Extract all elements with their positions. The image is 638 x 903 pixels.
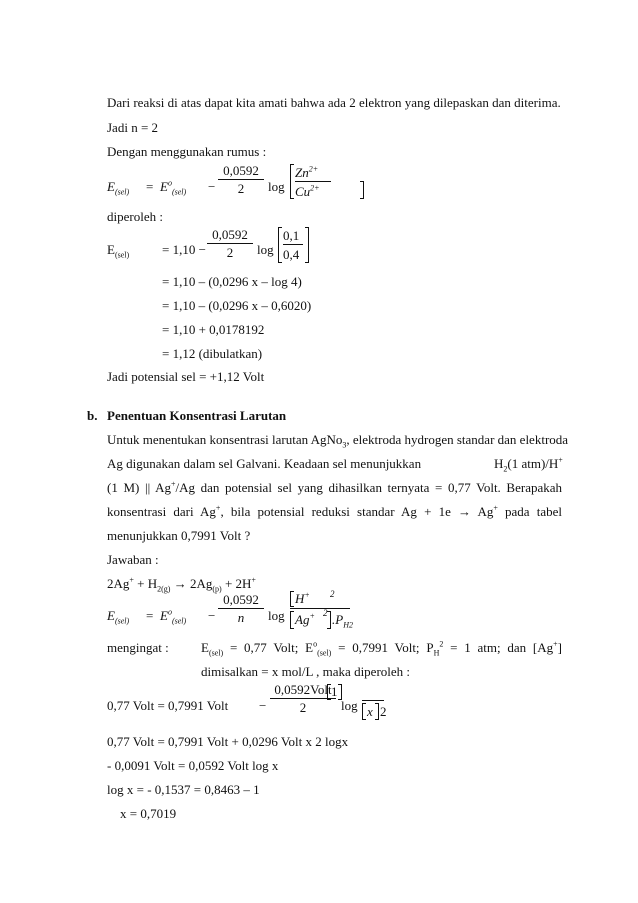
calc-start: = 1,10 − [162, 242, 206, 257]
calc-step-4: = 1,12 (dibulatkan) [162, 346, 263, 361]
calc-fraction [207, 228, 253, 259]
intro-line-2: Jadi n = 2 [107, 120, 159, 135]
calc-step-1: = 1,10 – (0,0296 x – log 4) [162, 274, 302, 289]
intro-line-3: Dengan menggunakan rumus : [107, 144, 267, 159]
calc-ratio-bottom: 0,4 [283, 247, 300, 262]
copper-charge: 2+ [310, 183, 320, 193]
hydrogen-pressure: .P [332, 612, 344, 627]
paragraph-line-4: konsentrasi dari Ag+, bila potensial reduksi standar Ag + 1e → Ag+ pada tabel [107, 503, 562, 519]
calc-left-bracket [278, 227, 282, 263]
right-bracket [360, 181, 364, 199]
fraction-2-denominator: n [237, 610, 245, 625]
e-standard-symbol: E [160, 179, 168, 194]
top-exponent: 2 [330, 589, 335, 599]
calc-conclusion: Jadi potensial sel = +1,12 Volt [107, 369, 265, 384]
paragraph-line-2: Ag digunakan dalam sel Galvani. Keadaan sel menunjukkan [107, 456, 422, 471]
calc-ratio-top: 0,1 [283, 228, 300, 243]
fraction-2 [218, 593, 264, 624]
copper-ion: Cu [295, 184, 311, 199]
calc-fraction-denominator: 2 [226, 245, 234, 260]
given-values-line-2: dimisalkan = x mol/L , maka diperoleh : [201, 664, 411, 679]
paragraph-line-3: (1 M) || Ag+/Ag dan potensial sel yang dihasilkan ternyata = 0,77 Volt. Berapakah [107, 479, 563, 495]
section-marker: b. [87, 408, 98, 423]
jawaban-label: Jawaban : [107, 552, 159, 567]
e-symbol: E [107, 179, 115, 194]
paragraph-line-1: Untuk menentukan konsentrasi larutan AgNo$_3$, elektroda hydrogen standar dan elektroda [107, 432, 569, 450]
zinc-charge: 2+ [308, 164, 319, 174]
equals-sign: = [146, 179, 154, 194]
intro-line-1: Dari reaksi di atas dapat kita amati bahwa ada 2 elektron yang dilepaskan dan diterima. [107, 95, 561, 110]
section-title: Penentuan Konsentrasi Larutan [107, 408, 287, 423]
silver-ion: Ag [295, 612, 310, 627]
eq3-ratio-bar [362, 700, 384, 701]
calc-ratio-bar [283, 244, 303, 245]
bottom-right-bracket [327, 611, 331, 629]
fraction-1-numerator: 0,0592 [223, 163, 259, 178]
document-page: Dari reaksi di atas dapat kita amati bahwa ada 2 elektron yang dilepaskan dan diterima. Jadi n = 2 Dengan menggunakan rumus : $E_{(sel)}$ = $E^o_{(sel)}$ − 0,0592 2 log $Zn^{2+}$ $Cu^{2+}$ diperoleh : $E_{(sel)}$ = 1,10 − 0,0592 2 log 0,1 0,4 = 1,10 – (0,0296 x – log 4) = 1,10 – (0,0296 x – 0,6020) = 1,10 + 0,0178192 = 1,12 (dibulatkan) Jadi potensial sel = +1,12 Volt b. Penentuan Konsentrasi Larutan Untuk menentukan konsentrasi larutan AgNo$_3$, elektroda hydrogen standar dan elektroda Ag digunakan dalam sel Galvani. Keadaan sel menunjukkan $H_2(1$ atm)/H+ (1 M) || Ag+/Ag dan potensial sel yang dihasilkan ternyata = 0,77 Volt. Berapakah konsentrasi dari Ag+, bila potensial reduksi standar Ag + 1e → Ag+ pada tabel menunjukkan 0,7991 Volt ? Jawaban : $2Ag^+ + H_{2(g)} \to 2Ag_{(p)} + 2H^+$ $E_{(sel)}$ = $E^o_{(sel)}$ − 0,0592 n log H+ 2 Ag+ 2 $.P_{H2}$ mengingat : $E_{(sel)} = 0,77$ Volt; $E^o_{(sel)} = 0,7991$ Volt; $P_H^2 = 1$ atm; dan [Ag+] dimisalkan = x mol/L , maka diperoleh : 0,77 Volt = 0,7991 Volt − 0,0592Volt 2 log 1 x 2 0,77 Volt = 0,7991 Volt + 0,0296 Volt x 2 logx - 0,0091 Volt = 0,0592 Volt log x log x = - 0,1537 = 0,8463 – 1 x = 0,7019 [87, 95, 569, 821]
sel-subscript: (sel) [114, 187, 130, 197]
calc-log-operator: log [257, 242, 274, 257]
calc-fraction-numerator: 0,0592 [212, 227, 248, 242]
eq3-bottom-left-bracket [362, 703, 366, 720]
eq3-denominator: 2 [299, 700, 307, 715]
zinc-ion: Zn [295, 165, 309, 180]
calc-e-subscript: (sel) [114, 250, 130, 260]
eq3-minus: − [259, 698, 267, 713]
final-line-4: x = 0,7019 [120, 806, 177, 821]
calc-step-2: = 1,10 – (0,0296 x – 0,6020) [162, 298, 312, 313]
ratio-bar-2 [290, 608, 350, 609]
hydrogen-ion: H [295, 591, 305, 606]
eq3-top: 1 [331, 684, 338, 699]
bottom-left-bracket [290, 611, 294, 629]
eq3-log: log [341, 698, 358, 713]
diperoleh-label: diperoleh : [107, 209, 163, 224]
paragraph-line-5: menunjukkan 0,7991 Volt ? [107, 528, 251, 543]
fraction-1 [218, 164, 264, 195]
standard-superscript: o [167, 178, 172, 188]
final-line-1: 0,77 Volt = 0,7991 Volt + 0,0296 Volt x 2 logx [107, 734, 349, 749]
final-line-2: - 0,0091 Volt = 0,0592 Volt log x [107, 758, 279, 773]
equals-sign-2: = [146, 608, 154, 623]
log-operator: log [268, 179, 285, 194]
calc-step-3: = 1,10 + 0,0178192 [162, 322, 265, 337]
left-bracket [290, 164, 294, 199]
minus-sign: − [208, 179, 216, 194]
calc-right-bracket [305, 227, 309, 263]
given-values-line-1: $E_{(sel)} = 0,77$ Volt; $E^o_{(sel)} = 0,7991$ Volt; $P_H^2 = 1$ atm; dan [Ag+] [201, 639, 562, 658]
fraction-1-denominator: 2 [237, 181, 245, 196]
calc-e-label: E [107, 242, 115, 257]
mengingat-label: mengingat : [107, 640, 169, 655]
eq3-left: 0,77 Volt = 0,7991 Volt [107, 698, 229, 713]
eq3-bottom-exponent: 2 [380, 704, 387, 719]
hydrogen-electrode: $H_2(1$ atm)/H+ [494, 455, 563, 474]
eq3-bottom: x [367, 704, 373, 719]
eq3-top-right-bracket [338, 684, 342, 700]
ratio-bar [295, 181, 331, 182]
eq3-bottom-right-bracket [375, 703, 379, 720]
top-left-bracket [290, 591, 294, 607]
fraction-2-numerator: 0,0592 [223, 592, 259, 607]
minus-sign-2: − [208, 608, 216, 623]
bottom-exponent: 2 [323, 608, 328, 618]
eq3-numerator: 0,0592Volt [274, 682, 332, 697]
reaction-equation: $2Ag^+ + H_{2(g)} \to 2Ag_{(p)} + 2H^+$ [107, 575, 256, 594]
sel-subscript-2: (sel) [171, 187, 187, 197]
final-line-3: log x = - 0,1537 = 0,8463 – 1 [107, 782, 260, 797]
log-operator-2: log [268, 608, 285, 623]
